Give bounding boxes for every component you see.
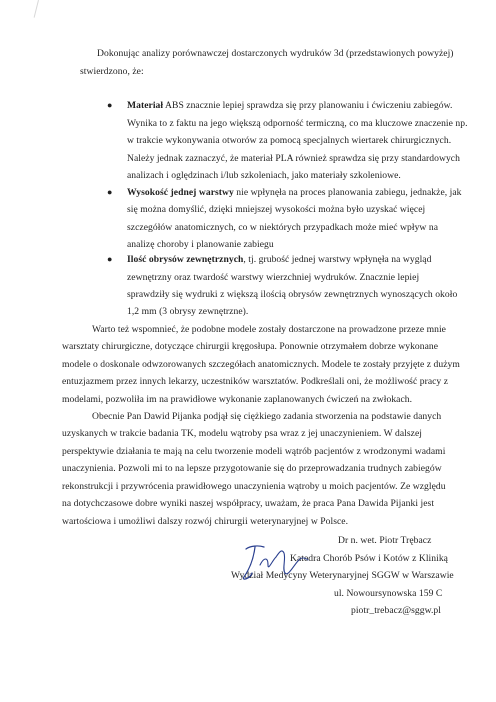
bullet-1-term: Materiał bbox=[127, 100, 164, 111]
signer-faculty: Wydział Medycyny Weterynaryjnej SGGW w Warszawie bbox=[231, 570, 454, 581]
paragraph-3-line: rekonstrukcji i przywrócenia prawidłowego unaczynienia wątroby u moich pacjentów. Ze względu bbox=[62, 481, 446, 492]
bullet-2-term: Wysokość jednej warstwy bbox=[127, 187, 234, 198]
paragraph-3-line: na dotychczasowe dobre wyniki naszej współpracy, uważam, że praca Pana Dawida Pijanki jest bbox=[62, 498, 435, 509]
signer-name: Dr n. wet. Piotr Trębacz bbox=[338, 535, 432, 546]
bullet-2-marker: ● bbox=[107, 187, 113, 197]
bullet-3-line: 1,2 mm (3 obrysy zewnętrzne). bbox=[127, 306, 249, 317]
paragraph-3-line: uzyskanych w trakcie badania TK, modelu wątroby psa wraz z jej unaczynieniem. W dalszej bbox=[62, 428, 422, 439]
bullet-3-marker: ● bbox=[107, 254, 113, 264]
bullet-3-first-line bbox=[127, 251, 431, 269]
bullet-1-line: Należy jednak zaznaczyć, że materiał PLA również sprawdza się przy standardowych bbox=[127, 153, 460, 164]
bullet-3-line: zewnętrzny oraz twardość warstwy wierzchniej wydruków. Znacznie lepiej bbox=[127, 272, 420, 283]
bullet-3-first-text: , tj. grubość jednej warstwy wpłynęła na wygląd bbox=[243, 254, 432, 265]
scan-edge-mark bbox=[34, 0, 39, 18]
intro-line-2: stwierdzono, że: bbox=[80, 66, 144, 77]
signer-email: piotr_trebacz@sggw.pl bbox=[351, 605, 441, 616]
bullet-2-first-line bbox=[127, 184, 462, 202]
paragraph-3-line: wartościowa i umożliwi dalszy rozwój chirurgii weterynaryjnej w Polsce. bbox=[62, 516, 349, 527]
paragraph-2-line: modelami, pozwoliła im na prawidłowe wykonanie zaplanowanych ćwiczeń na zwłokach. bbox=[62, 394, 413, 405]
paragraph-2-line: modele o doskonale odwzorowanych szczegółach anatomicznych. Modele te zostały przyjęte z dużym bbox=[62, 359, 460, 370]
bullet-1-marker: ● bbox=[107, 100, 113, 110]
paragraph-3-line: unaczynienia. Pozwoli mi to na lepsze przygotowanie się do przeprowadzania trudnych zabiegów bbox=[62, 463, 442, 474]
handwritten-signature bbox=[238, 543, 330, 583]
bullet-3-line: sprawdziły się wydruki z większą ilością obrysów zewnętrznych wynoszących około bbox=[127, 289, 458, 300]
signer-department: Katedra Chorób Psów i Kotów z Kliniką bbox=[290, 553, 448, 564]
bullet-2-first-text: nie wpłynęła na proces planowania zabiegu, jednakże, jak bbox=[233, 187, 462, 198]
signer-address: ul. Nowoursynowska 159 C bbox=[334, 588, 443, 599]
bullet-2-line: analizę choroby i planowanie zabiegu bbox=[127, 239, 274, 250]
bullet-1-line: analizach i oględzinach i/lub szkoleniach, jako materiały szkoleniowe. bbox=[127, 170, 401, 181]
bullet-1-first-text: ABS znacznie lepiej sprawdza się przy planowaniu i ćwiczeniu zabiegów. bbox=[163, 100, 453, 111]
bullet-3-term: Ilość obrysów zewnętrznych bbox=[127, 254, 244, 265]
paragraph-2-line: warsztaty chirurgiczne, dotyczące chirurgii kręgosłupa. Ponownie otrzymałem dobrze wykonane bbox=[62, 341, 439, 352]
intro-line-1: Dokonując analizy porównawczej dostarczonych wydruków 3d (przedstawionych powyżej) bbox=[97, 48, 454, 59]
bullet-1-line: Wynika to z faktu na jego większą odporność termiczną, co ma kluczowe znaczenie np. bbox=[127, 118, 468, 129]
paragraph-2-line: Warto też wspomnieć, że podobne modele zostały dostarczone na prowadzone przeze mnie bbox=[92, 324, 446, 335]
paragraph-3-line: perspektywie działania te mają na celu tworzenie modeli wątrób pacjentów z wrodzonymi wadami bbox=[62, 446, 446, 457]
paragraph-3-line: Obecnie Pan Dawid Pijanka podjął się ciężkiego zadania stworzenia na podstawie danych bbox=[92, 411, 442, 422]
paragraph-2-line: entuzjazmem przez innych lekarzy, uczestników warsztatów. Podkreślali oni, że możliwość pracy z bbox=[62, 376, 449, 387]
bullet-1-first-line bbox=[127, 97, 452, 115]
bullet-2-line: szczegółów anatomicznych, co w niektórych przypadkach może mieć wpływ na bbox=[127, 222, 439, 233]
bullet-1-line: w trakcie wykonywania otworów za pomocą specjalnych wiertarek chirurgicznych. bbox=[127, 135, 452, 146]
bullet-2-line: się można domyślić, dzięki mniejszej wysokości można było uzyskać więcej bbox=[127, 204, 426, 215]
